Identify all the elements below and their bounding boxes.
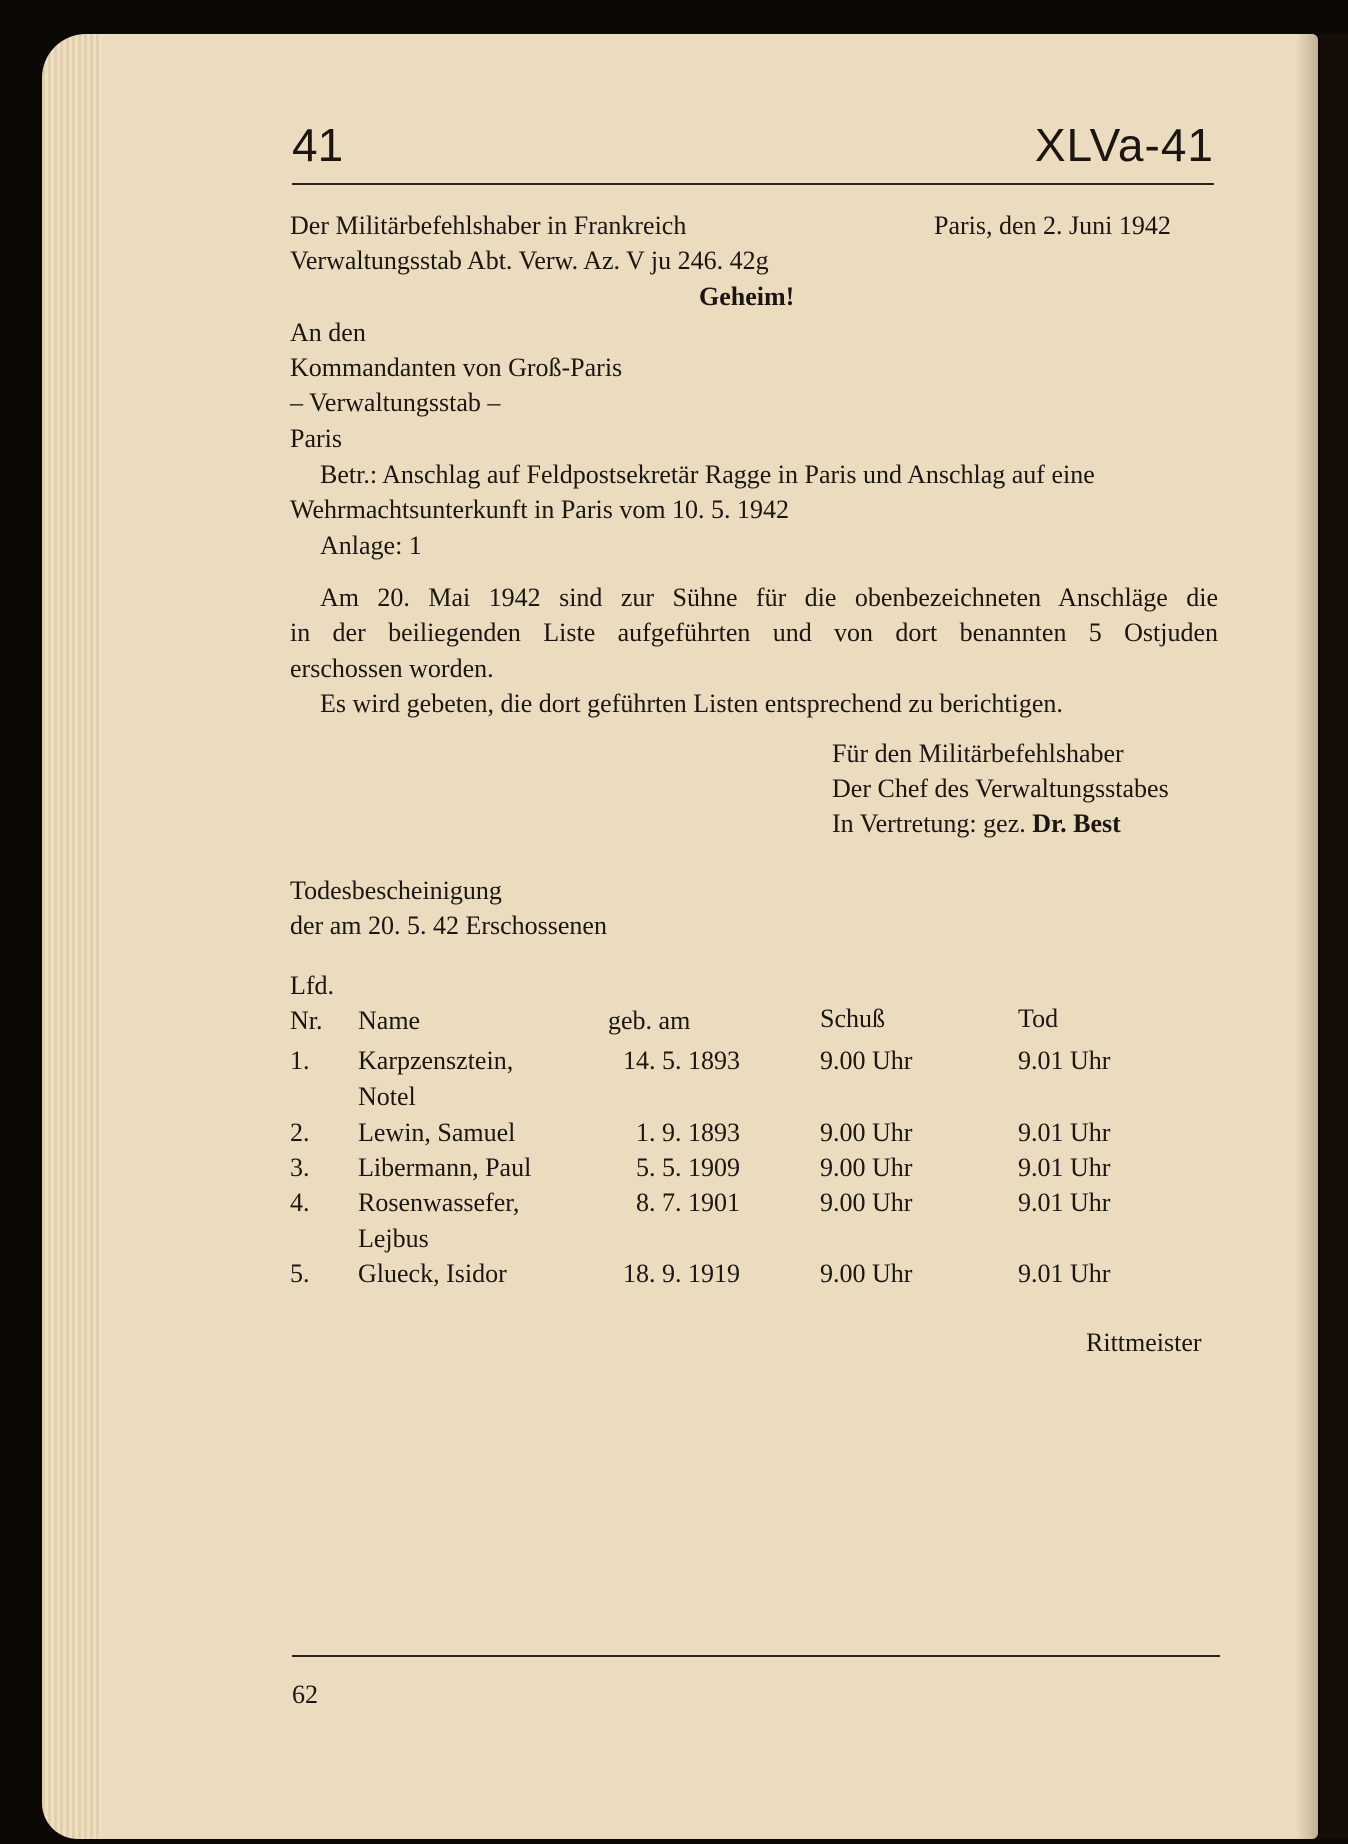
row1-name2: Notel xyxy=(358,1082,416,1111)
col-header-name: Name xyxy=(358,1006,421,1035)
col-header-death: Tod xyxy=(1018,1004,1059,1033)
sender-line2: Verwaltungsstab Abt. Verw. Az. V ju 246. 42g xyxy=(290,246,769,275)
signature-line2: Der Chef des Verwaltungsstabes xyxy=(832,774,1169,803)
row1-death: 9.01 Uhr xyxy=(1018,1046,1111,1075)
row1-born: 14. 5. 1893 xyxy=(623,1046,740,1075)
signature-line3 xyxy=(832,811,1121,837)
body-line2: in der beiliegenden Liste aufgeführten und von dort benannten 5 Ostjuden xyxy=(290,618,1218,647)
row3-born: 5. 5. 1909 xyxy=(636,1153,740,1182)
row2-nr: 2. xyxy=(290,1118,310,1147)
sender-line1: Der Militärbefehlshaber in Frankreich xyxy=(290,211,687,240)
row3-shot: 9.00 Uhr xyxy=(820,1153,913,1182)
row4-name2: Lejbus xyxy=(358,1224,429,1253)
row2-name: Lewin, Samuel xyxy=(358,1118,516,1147)
book-spine xyxy=(1320,34,1348,1839)
footer-rule xyxy=(292,1655,1220,1657)
row4-nr: 4. xyxy=(290,1188,310,1217)
place-date: Paris, den 2. Juni 1942 xyxy=(934,211,1171,240)
header-rule xyxy=(292,183,1214,185)
row5-death: 9.01 Uhr xyxy=(1018,1259,1111,1288)
row4-born: 8. 7. 1901 xyxy=(636,1188,740,1217)
row5-nr: 5. xyxy=(290,1259,310,1288)
recipient-line1: An den xyxy=(290,318,366,347)
body-line3: erschossen worden. xyxy=(290,654,494,683)
row3-death: 9.01 Uhr xyxy=(1018,1153,1111,1182)
col-header-nr-line2: Nr. xyxy=(290,1006,323,1035)
row4-name: Rosenwassefer, xyxy=(358,1188,520,1217)
signature-prefix: In Vertretung: gez. xyxy=(832,809,1026,838)
subject-line2: Wehrmachtsunterkunft in Paris vom 10. 5. 1942 xyxy=(290,495,790,524)
row3-name: Libermann, Paul xyxy=(358,1153,532,1182)
footer-page-number: 62 xyxy=(292,1680,318,1709)
row3-nr: 3. xyxy=(290,1153,310,1182)
subject-line1: Betr.: Anschlag auf Feldpostsekretär Ragge in Paris und Anschlag auf eine xyxy=(320,460,1095,489)
recipient-line3: – Verwaltungsstab – xyxy=(290,388,501,417)
row2-shot: 9.00 Uhr xyxy=(820,1118,913,1147)
certificate-title-line1: Todesbescheinigung xyxy=(290,876,502,905)
col-header-shot: Schuß xyxy=(820,1004,885,1033)
classification: Geheim! xyxy=(699,282,795,311)
attachment: Anlage: 1 xyxy=(320,531,422,560)
row5-shot: 9.00 Uhr xyxy=(820,1259,913,1288)
book-page xyxy=(42,34,1318,1839)
body-line4: Es wird gebeten, die dort geführten Listen entsprechend zu berichtigen. xyxy=(320,689,1063,718)
row5-name: Glueck, Isidor xyxy=(358,1259,507,1288)
row1-shot: 9.00 Uhr xyxy=(820,1046,913,1075)
recipient-line2: Kommandanten von Groß-Paris xyxy=(290,353,623,382)
body-line1: Am 20. Mai 1942 sind zur Sühne für die obenbezeichneten Anschläge die xyxy=(320,583,1218,612)
header-page-number: 41 xyxy=(292,119,344,171)
page-gutter-shadow xyxy=(1296,34,1318,1839)
row1-nr: 1. xyxy=(290,1046,310,1075)
col-header-nr-line1: Lfd. xyxy=(290,971,335,1000)
row4-death: 9.01 Uhr xyxy=(1018,1188,1111,1217)
signature-line1: Für den Militärbefehlshaber xyxy=(832,739,1124,768)
recipient-line4: Paris xyxy=(290,424,342,453)
row5-born: 18. 9. 1919 xyxy=(623,1259,740,1288)
signature-name: Dr. Best xyxy=(1032,809,1121,838)
row2-death: 9.01 Uhr xyxy=(1018,1118,1111,1147)
header-document-code: XLVa-41 xyxy=(1034,119,1214,171)
col-header-born: geb. am xyxy=(608,1006,691,1035)
row1-name: Karpzensztein, xyxy=(358,1046,514,1075)
page-edges xyxy=(42,34,102,1839)
row4-shot: 9.00 Uhr xyxy=(820,1188,913,1217)
row2-born: 1. 9. 1893 xyxy=(636,1118,740,1147)
certificate-signer: Rittmeister xyxy=(1086,1328,1202,1357)
certificate-title-line2: der am 20. 5. 42 Erschossenen xyxy=(290,911,607,940)
